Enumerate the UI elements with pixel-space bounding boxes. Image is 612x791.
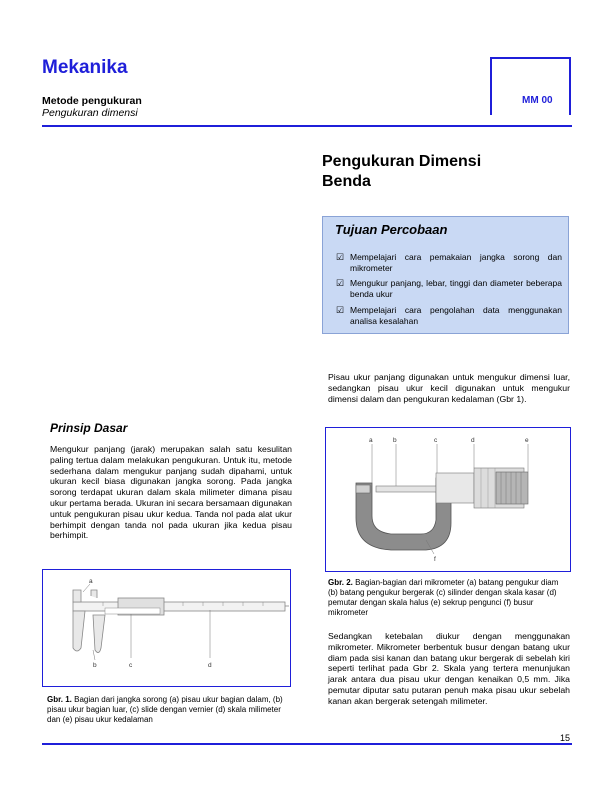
objective-item [336,252,562,274]
header-divider [42,125,572,127]
footer-divider [42,743,572,745]
figure-2-label-c: c [434,437,438,444]
code-box-frame [490,57,571,115]
document-title [322,152,542,192]
header-subtitle: Metode pengukuran [42,95,142,107]
micrometer-paragraph: Sedangkan ketebalan diukur dengan menggunakan mikrometer. Mikrometer berbentuk busur dengan batang ukur diam pada sisi kanan dan batang ukur bergerak di sebelah kiri seperti terlihat pada Gbr 2. Skala yang tertera menunjukan jarak antara dua pisau ukur dengan kenaikan 0,5 mm. Jika pemutar diputar satu putaran penuh maka pisau ukur sebelah kanan akan bergerak setengah milimeter. [328,631,570,706]
module-code: MM 00 [522,95,553,106]
objective-text: Mengukur panjang, lebar, tinggi dan diameter beberapa benda ukur [350,278,562,299]
document-title-line1: Pengukuran Dimensi [322,153,482,170]
figure-2-caption [328,578,570,618]
objective-item [336,305,562,327]
figure-1-label-b: b [93,662,97,669]
principle-paragraph: Mengukur panjang (jarak) merupakan salah satu kesulitan paling tertua dalam melakukan pengukuran. Untuk itu, metode sederhana dalam mengukur panjang sudah dipahami, untuk ukuran kecil biasa digunakan jangka sorong. Pada jangka sorong terdapat ukuran dalam skala milimeter dimana pisau ukur pertama berada. Ukuran ini secara bersamaan digunakan untuk pengukuran pisau ukur kedua. Tanda nol pada alat ukur berhimpit dengan tanda nol pada ukuran jika kedua pisau berhimpit. [50,444,292,541]
objective-text: Mempelajari cara pengolahan data menggunakan analisa kesalahan [350,305,562,326]
principle-heading: Prinsip Dasar [50,421,128,435]
caliper-illustration [43,570,290,686]
objective-text: Mempelajari cara pemakaian jangka sorong dan mikrometer [350,252,562,273]
objective-item [336,278,562,300]
micrometer-illustration [326,428,570,571]
checkbox-icon: ☑ [336,305,345,315]
document-title-line2: Benda [322,173,371,190]
figure-2-label-a: a [369,437,373,444]
figure-1-caption [47,695,291,725]
figure-1-frame [42,569,291,687]
header-subtitle-italic: Pengukuran dimensi [42,107,138,119]
figure-2-caption-text: Bagian-bagian dari mikrometer (a) batang pengukur diam (b) batang pengukur bergerak (c) silinder dengan skala kasar (d) pemutar dengan skala halus (e) sekrup pengunci (f) busur mikrometer [328,578,559,617]
figure-2-label-b: b [393,437,397,444]
figure-1-caption-text: Bagian dari jangka sorong (a) pisau ukur bagian dalam, (b) pisau ukur bagian luar, (c) slide dengan vernier (d) skala milimeter dan (e) pisau ukur kedalaman [47,695,283,724]
figure-2-caption-label: Gbr. 2. [328,578,353,587]
objectives-title: Tujuan Percobaan [335,222,448,237]
figure-2-label-f: f [434,556,436,563]
checkbox-icon: ☑ [336,278,345,288]
section-title: Mekanika [42,57,128,78]
figure-1-caption-label: Gbr. 1. [47,695,72,704]
page-number: 15 [560,733,571,743]
figure-2-label-e: e [525,437,529,444]
intro-paragraph: Pisau ukur panjang digunakan untuk mengukur dimensi luar, sedangkan pisau ukur kecil digunakan untuk mengukur dimensi dalam dan pengukuran kedalaman (Gbr 1). [328,372,570,404]
checkbox-icon: ☑ [336,252,345,262]
figure-1-label-c: c [129,662,133,669]
figure-1-label-d: d [208,662,212,669]
figure-2-frame [325,427,571,572]
figure-2-label-d: d [471,437,475,444]
figure-1-label-a: a [89,578,93,585]
code-box-frame-right [569,57,571,115]
